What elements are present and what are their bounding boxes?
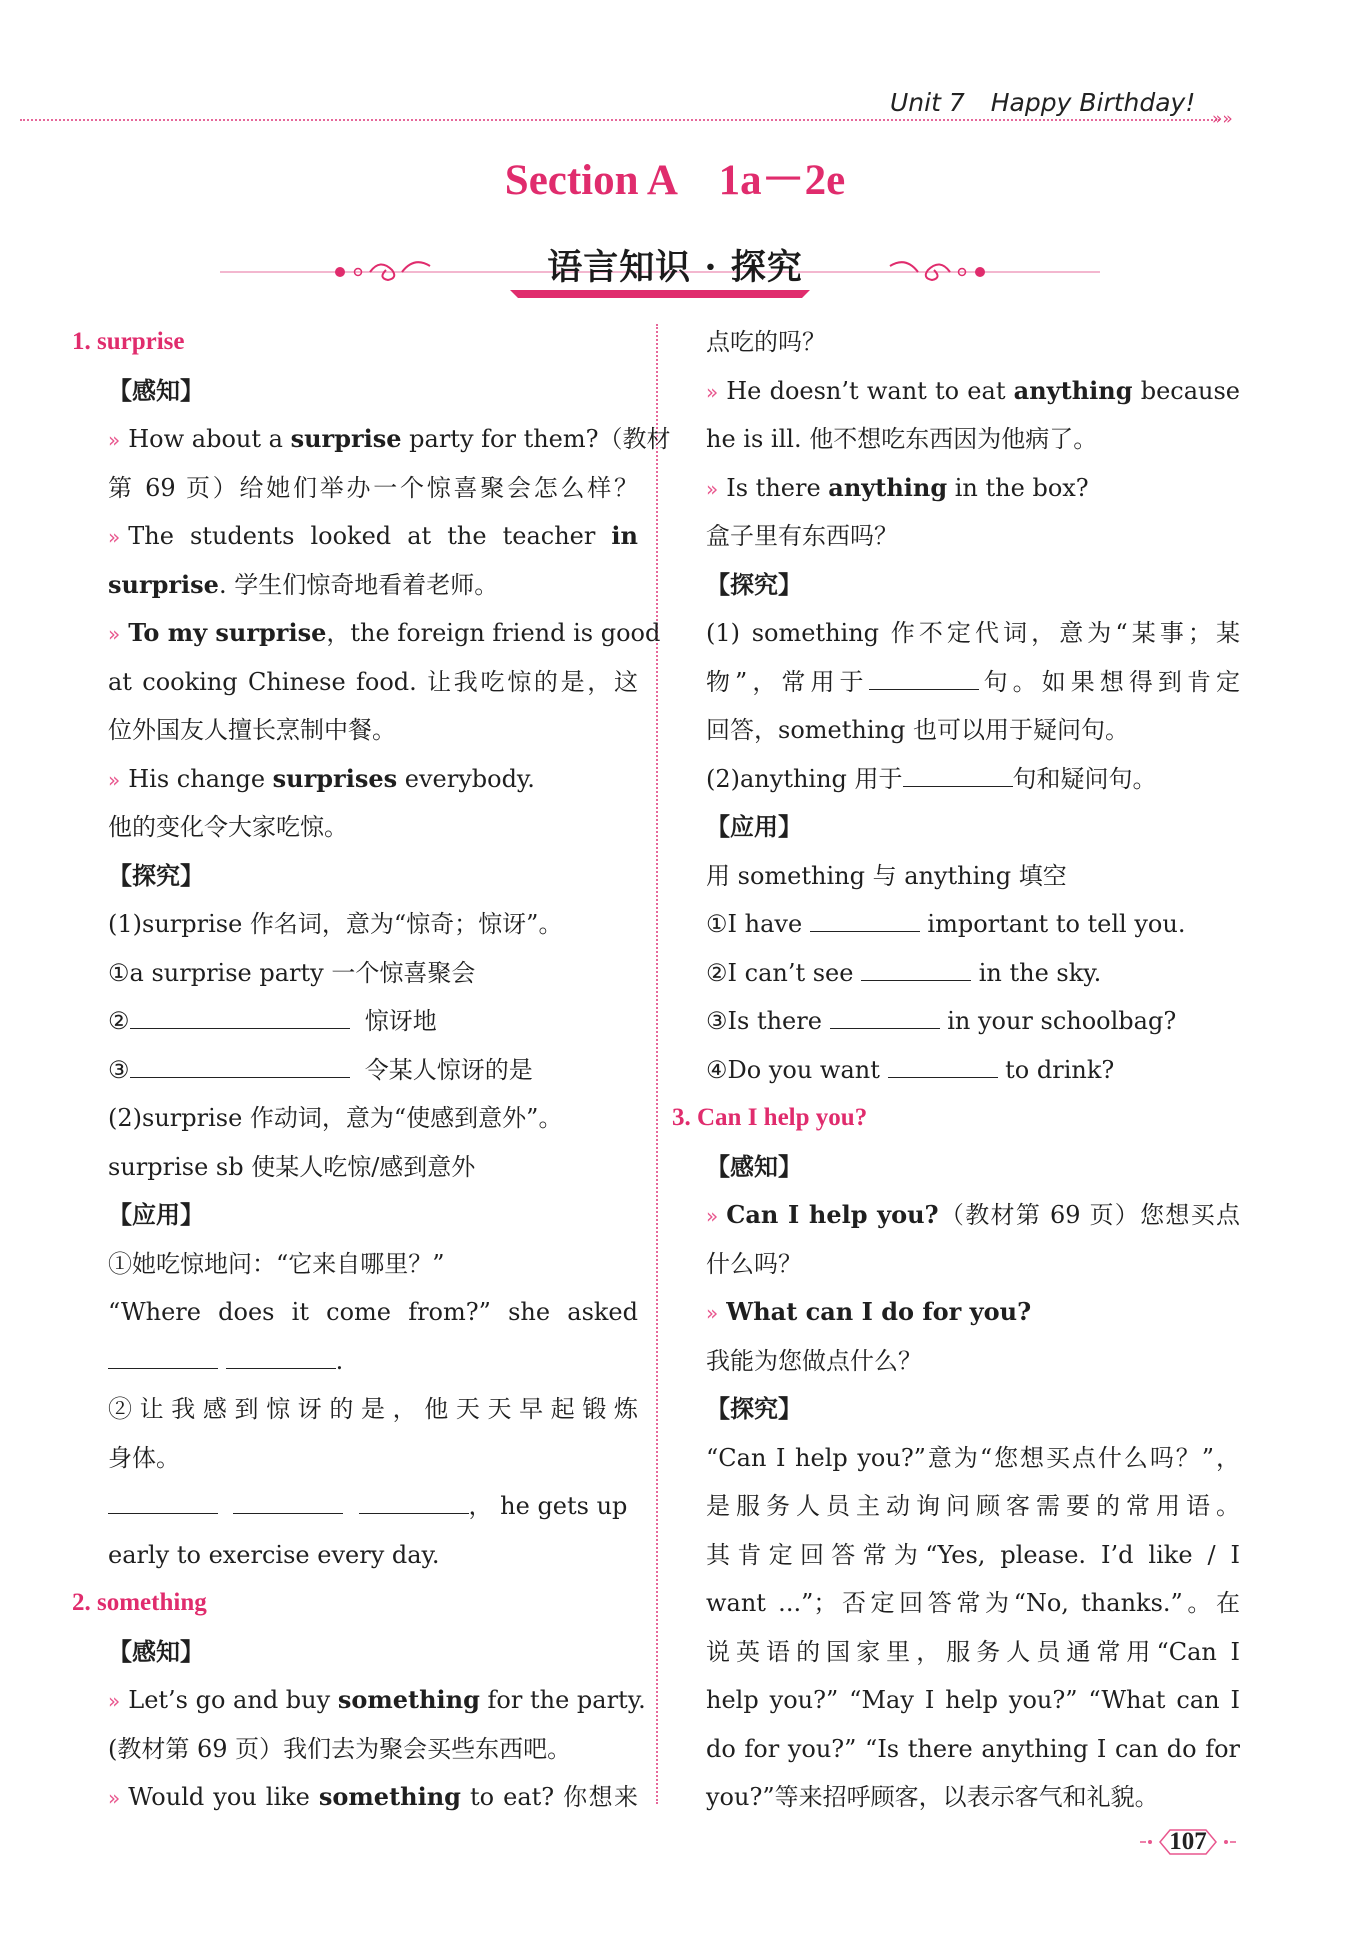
left-column	[72, 318, 671, 1822]
answer-blank[interactable]	[869, 665, 979, 690]
answer-blank[interactable]	[108, 1489, 218, 1514]
answer-blank[interactable]	[830, 1004, 940, 1029]
example-line: » Can I help you?（教材第 69 页）您想买点	[706, 1200, 1240, 1229]
bullet-marker-icon: »	[108, 428, 121, 452]
bullet-marker-icon: »	[108, 1689, 121, 1713]
example-line: surprise. 学生们惊奇地看着老师。	[108, 569, 499, 599]
example-line: 他的变化令大家吃惊。	[108, 813, 348, 841]
exercise-line: “Where does it come from?” she asked	[108, 1298, 638, 1326]
answer-blank[interactable]	[861, 956, 971, 981]
banner-label: 语言知识 · 探究	[547, 247, 803, 288]
example-line: » What can I do for you?	[706, 1297, 1032, 1326]
example-line: » The students looked at the teacher in	[108, 521, 638, 550]
unit-label: Unit 7	[890, 88, 965, 117]
exercise-line: early to exercise every day.	[108, 1540, 440, 1569]
bullet-marker-icon: »	[706, 1301, 719, 1325]
answer-blank[interactable]	[810, 907, 920, 932]
header-arrows-icon: »»	[1212, 109, 1233, 129]
explain-line: 是服务人员主动询问顾客需要的常用语。	[706, 1492, 1240, 1520]
explain-line: help you?” “May I help you?” “What can I	[706, 1686, 1240, 1714]
example-line: » His change surprises everybody.	[108, 763, 535, 793]
explain-line: ③ 令某人惊讶的是	[72, 1046, 638, 1095]
page-number: 107	[1138, 1822, 1238, 1862]
example-line: 点吃的吗？	[706, 328, 826, 356]
explain-line: surprise sb 使某人吃惊/感到意外	[108, 1152, 476, 1181]
example-line: » To my surprise，the foreign friend is good	[108, 618, 661, 647]
answer-blank[interactable]	[359, 1489, 469, 1514]
exercise-line: ①她吃惊地问：“它来自哪里？”	[108, 1249, 445, 1278]
answer-blank[interactable]	[130, 1004, 350, 1029]
explain-line: ①a surprise party 一个惊喜聚会	[108, 958, 476, 987]
heading-can-i-help-you: 3. Can I help you?	[672, 1104, 868, 1131]
tag-apply: 【应用】	[108, 1200, 204, 1229]
answer-blank[interactable]	[130, 1053, 350, 1078]
explain-line: you?”等来招呼顾客，以表示客气和礼貌。	[706, 1783, 1159, 1811]
bullet-marker-icon: »	[706, 1204, 719, 1228]
header-rule	[20, 119, 1220, 121]
exercise-line: ③Is there in your schoolbag?	[672, 997, 1240, 1046]
example-line: 盒子里有东西吗？	[706, 522, 898, 550]
explain-line: “Can I help you?”意为“您想买点什么吗？”，	[706, 1443, 1240, 1472]
tag-perceive: 【感知】	[108, 375, 204, 405]
answer-blank[interactable]	[226, 1344, 336, 1369]
example-line: (教材第 69 页）我们去为聚会买些东西吧。	[108, 1734, 572, 1763]
section-title: Section A 1a－2e	[504, 157, 846, 204]
example-line: he is ill. 他不想吃东西因为他病了。	[706, 425, 1098, 453]
explain-line: 其肯定回答常为“Yes, please. I’d like / I	[706, 1540, 1240, 1569]
heading-something: 2. something	[72, 1589, 207, 1616]
tag-perceive: 【感知】	[706, 1151, 802, 1181]
unit-title: Happy Birthday!	[990, 88, 1196, 117]
explain-line: do for you?” “Is there anything I can do for	[706, 1734, 1240, 1763]
tag-explore: 【探究】	[706, 1394, 802, 1423]
explain-line: 说英语的国家里，服务人员通常用“Can I	[706, 1637, 1240, 1666]
explain-line: want ...”；否定回答常为“No, thanks.”。在	[706, 1589, 1240, 1617]
explain-line: 物”，常用于 句。如果想得到肯定	[672, 658, 1240, 707]
example-line: 什么吗？	[706, 1249, 802, 1278]
example-line: » Is there anything in the box?	[706, 472, 1089, 502]
bullet-marker-icon: »	[108, 525, 121, 549]
exercise-line: ②I can’t see in the sky.	[672, 949, 1240, 998]
answer-blank[interactable]	[903, 762, 1013, 787]
example-line: » He doesn’t want to eat anything because	[706, 375, 1240, 405]
answer-blank[interactable]	[888, 1053, 998, 1078]
ornament-dot-left	[335, 267, 345, 277]
column-divider	[656, 324, 658, 1804]
exercise-line: ①I have important to tell you.	[672, 900, 1240, 949]
exercise-line: 身体。	[108, 1443, 180, 1472]
right-column	[672, 318, 1240, 1822]
explain-line: (2)surprise 作动词，意为“使感到意外”。	[108, 1104, 563, 1132]
exercise-line: ， he gets up	[72, 1482, 638, 1531]
example-line: 我能为您做点什么？	[706, 1346, 922, 1375]
bullet-marker-icon: »	[706, 476, 719, 501]
explain-line: (2)anything 用于 句和疑问句。	[672, 755, 1240, 804]
bullet-marker-icon: »	[706, 379, 719, 404]
example-line: 位外国友人擅长烹制中餐。	[108, 716, 396, 744]
tag-explore: 【探究】	[706, 569, 802, 599]
exercise-line: ②让我感到惊讶的是，他天天早起锻炼	[108, 1395, 638, 1423]
explain-line: (1)surprise 作名词，意为“惊奇；惊讶”。	[108, 910, 563, 938]
example-line: at cooking Chinese food. 让我吃惊的是，这	[108, 667, 638, 696]
bullet-marker-icon: »	[108, 622, 121, 646]
heading-surprise: 1. surprise	[72, 328, 185, 355]
exercise-line: .	[72, 1337, 638, 1386]
tag-explore: 【探究】	[108, 860, 204, 890]
explain-line: 回答，something 也可以用于疑问句。	[706, 716, 1129, 744]
example-line: » Would you like something to eat? 你想来	[108, 1782, 638, 1811]
answer-blank[interactable]	[233, 1489, 343, 1514]
example-line: » How about a surprise party for them?（教材	[108, 424, 671, 453]
tag-perceive: 【感知】	[108, 1636, 204, 1666]
explain-line: (1) something 作不定代词，意为“某事；某	[706, 619, 1240, 647]
bullet-marker-icon: »	[108, 1786, 121, 1810]
bullet-marker-icon: »	[108, 767, 121, 792]
exercise-line: ④Do you want to drink?	[672, 1046, 1240, 1095]
answer-blank[interactable]	[108, 1344, 218, 1369]
example-line: 第 69 页）给她们举办一个惊喜聚会怎么样？	[108, 473, 638, 502]
explain-line: ② 惊讶地	[72, 997, 638, 1046]
tag-apply: 【应用】	[706, 812, 802, 841]
ornament-dot-right	[975, 267, 985, 277]
exercise-line: 用 something 与 anything 填空	[706, 861, 1067, 890]
example-line: » Let’s go and buy something for the party.	[108, 1685, 646, 1714]
